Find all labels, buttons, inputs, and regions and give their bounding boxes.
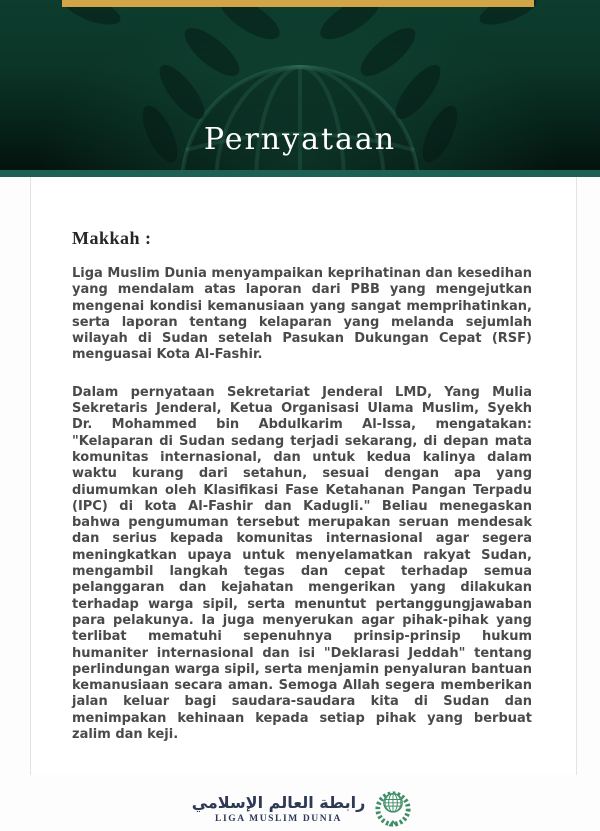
location-heading: Makkah : <box>72 228 152 248</box>
statement-card <box>30 177 577 825</box>
logo-latin-name: LIGA MUSLIM DUNIA <box>215 814 342 825</box>
globe-wreath-icon <box>374 787 412 831</box>
paragraph-1: Liga Muslim Dunia menyampaikan keprihatinan dan kesedihan yang mendalam atas laporan dari PBB yang mengejutkan mengenai kondisi kemanusiaan yang sangat memprihatinkan, serta laporan tentang kelaparan yang melanda sejumlah wilayah di Sudan setelah Pasukan Dukungan Cepat (RSF) menguasai Kota Al-Fashir. <box>72 266 532 363</box>
teal-divider-strip <box>0 170 600 177</box>
paragraph-2: Dalam pernyataan Sekretariat Jenderal LMD, Yang Mulia Sekretaris Jenderal, Ketua Organisasi Ulama Muslim, Syekh Dr. Mohammed bin Abdulkarim Al-Issa, mengatakan: "Kelaparan di Sudan sedang terjadi sekarang, di depan mata komunitas internasional, dan untuk kedua kalinya dalam waktu kurang dari setahun, sesuai dengan apa yang diumumkan oleh Klasifikasi Fase Ketahanan Pangan Terpadu (IPC) di kota Al-Fashir dan Kadugli." Beliau menegaskan bahwa pengumuman tersebut merupakan seruan mendesak dan serius kepada komunitas internasional agar segera meningkatkan upaya untuk menyelamatkan rakyat Sudan, mengambil langkah tegas dan cepat terhadap semua pelanggaran dan kejahatan mengerikan yang dilakukan terhadap warga sipil, serta menuntut pertanggungjawaban para pelakunya. Ia juga menyerukan agar pihak-pihak yang terlibat mematuhi sepenuhnya prinsip-prinsip hukum humaniter internasional dan isi "Deklarasi Jeddah" tentang perlindungan warga sipil, serta menjamin penyaluran bantuan kemanusiaan secara aman. Semoga Allah segera memberikan jalan keluar bagi saudara-saudara kita di Sudan dan menimpakan kehinaan kepada setiap pihak yang berbuat zalim dan keji. <box>72 384 532 743</box>
statement-body <box>72 266 532 743</box>
gold-accent-bar <box>62 0 534 7</box>
logo-text-block <box>192 794 366 824</box>
organization-logo <box>72 787 532 831</box>
logo-arabic-name: رابطة العالم الإسلامي <box>191 793 366 813</box>
header-banner <box>0 0 600 170</box>
page-title: Pernyataan <box>203 122 397 157</box>
